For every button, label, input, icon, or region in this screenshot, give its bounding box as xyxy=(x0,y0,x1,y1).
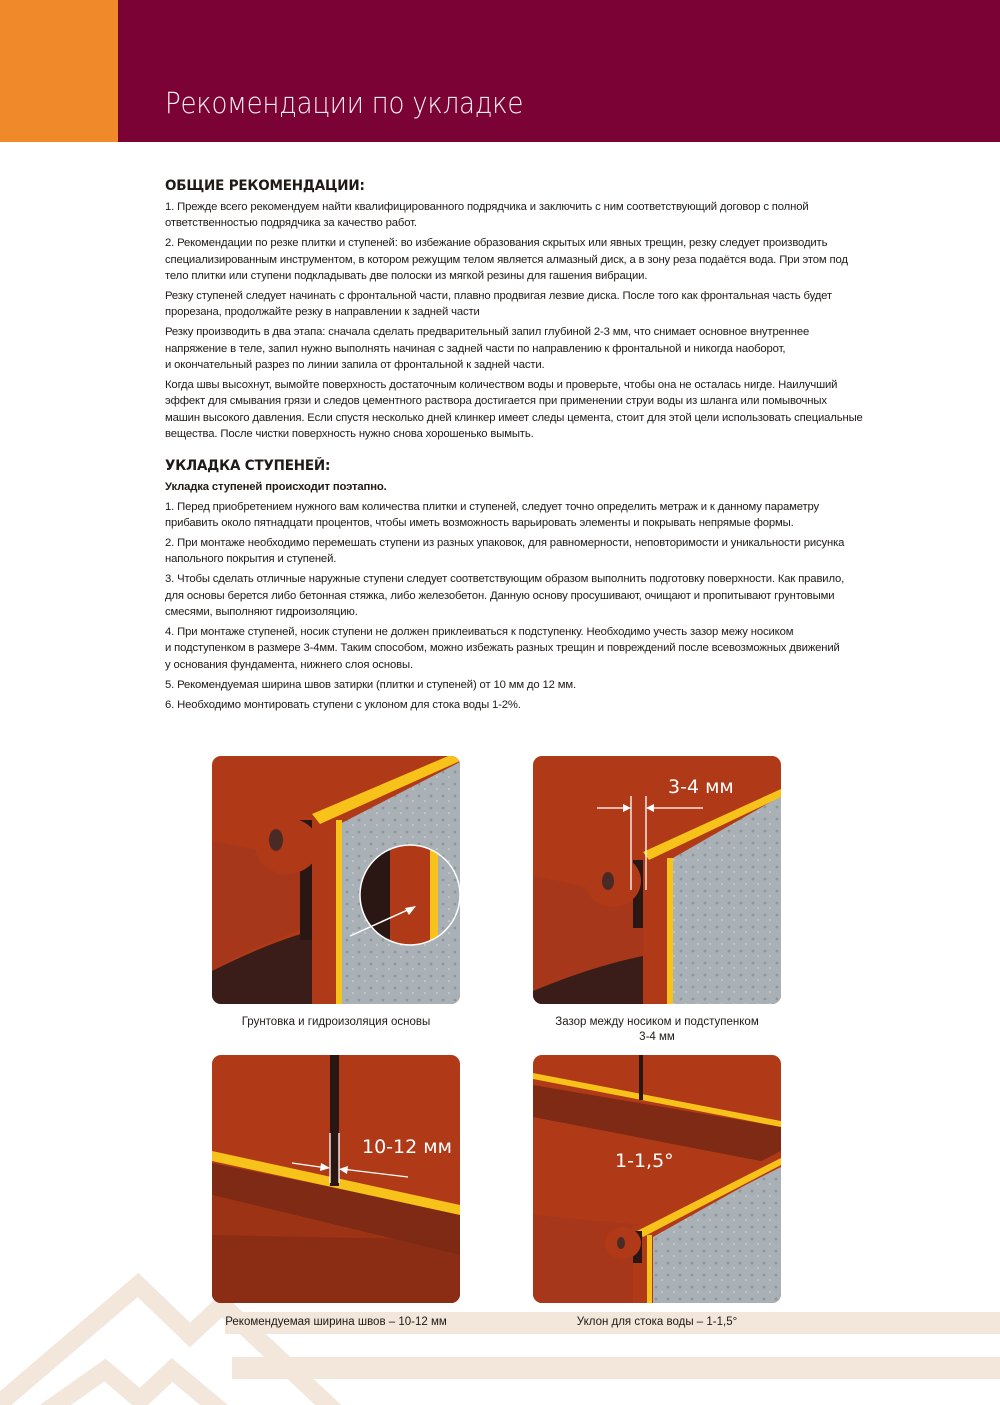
figure-caption: Рекомендуемая ширина швов – 10-12 мм xyxy=(225,1316,447,1328)
paragraph: 4. При монтаже ступеней, носик ступени не должен приклеиваться к подступенку. Необходимо учесть зазор межу носиком и подступенком в размере 3-4мм. Таким способом, можно избежать разных трещин и повреждений после всевозможных движений у основания фундамента, нижнего слоя основы. xyxy=(165,625,840,671)
figure-caption-text: Зазор между носиком и подступенком 3-4 мм xyxy=(555,1016,759,1043)
slope-label: 1-1,5° xyxy=(615,1150,674,1172)
joint-gap xyxy=(639,1055,643,1100)
section-general xyxy=(165,178,925,443)
section-steps xyxy=(165,458,925,713)
paragraph: 6. Необходимо монтировать ступени с уклоном для стока воды 1-2%. xyxy=(165,698,521,711)
dimension-label: 3-4 мм xyxy=(668,776,734,798)
paragraph: 2. При монтаже необходимо перемешать ступени из разных упаковок, для равномерности, неповторимости и уникальности рисунка напольного покрытия и ступеней. xyxy=(165,536,845,566)
figure-nosing-gap xyxy=(533,756,781,1004)
primer-layer xyxy=(336,820,342,1004)
section-heading-general: ОБЩИЕ РЕКОМЕНДАЦИИ: xyxy=(165,178,365,194)
paragraph: 5. Рекомендуемая ширина швов затирки (плитки и ступеней) от 10 мм до 12 мм. xyxy=(165,678,576,691)
paragraph: 1. Прежде всего рекомендуем найти квалифицированного подрядчика и заключить с ним соответствующий договор с полной ответственностью подрядчика за качество работ. xyxy=(165,201,809,230)
paragraph: 1. Перед приобретением нужного вам количества плитки и ступеней, следует точно определить метраж и к данному параметру прибавить около пятнадцати процентов, чтобы иметь возможность варьировать элементы и покрывать непрямые формы. xyxy=(165,500,820,529)
section-heading-steps: УКЛАДКА СТУПЕНЕЙ: xyxy=(165,457,331,474)
figure-caption: Уклон для стока воды – 1-1,5° xyxy=(576,1316,738,1328)
nosing-hole xyxy=(617,1237,625,1249)
paragraph: Резку ступеней следует начинать с фронтальной части, плавно продвигая лезвие диска. После того как фронтальная часть будет прорезана, продолжайте резку в направлении к задней части xyxy=(165,290,832,319)
page-header xyxy=(0,0,1000,142)
illustration-nosing-gap xyxy=(533,756,781,1004)
deco-mountain-inner xyxy=(20,1370,250,1405)
nosing-hole xyxy=(602,872,614,890)
dimension-label: 10-12 мм xyxy=(362,1136,452,1158)
paragraph: 3. Чтобы сделать отличные наружные ступени следует соответствующим образом выполнить подготовку поверхности. Как правило, для основы берется либо бетонная стяжка, либо железобетон. Данную основу просушивают, очищают и пропитывают грунтовыми смесями, выполняют гидроизоляцию. xyxy=(165,573,845,619)
paragraph: 2. Рекомендации по резке плитки и ступеней: во избежание образования скрытых или явных трещин, резку следует производить специализированным инструментом, в котором режущим телом является алмазный диск, а в зону реза подаётся вода. При этом под тело плитки или ступени подкладывать две полоски из мягкой резины для гашения вибрации. xyxy=(165,237,848,283)
figure-caption: Грунтовка и гидроизоляция основы xyxy=(241,1016,431,1028)
nosing-hole xyxy=(269,829,283,851)
decorative-mountains xyxy=(0,1260,1000,1405)
paragraph: Когда швы высохнут, вымойте поверхность достаточным количеством воды и проверьте, чтобы она не осталась нигде. Наилучший эффект для смывания грязи и следов цементного раствора достигается при применении струи воды из шланга или помывочных машин высокого давления. Если спустя несколько дней клинкер имеет следы цемента, стоит для этой цели использовать специальные вещества. После чистки поверхность нужно снова хорошенько вымыть. xyxy=(165,379,863,441)
figure-primer-waterproofing xyxy=(212,756,460,1004)
main-content xyxy=(165,178,925,716)
illustration-joint-width xyxy=(212,1055,460,1303)
figure-joint-width xyxy=(212,1055,460,1303)
joint-gap xyxy=(330,1055,339,1186)
page-title: Рекомендации по укладке xyxy=(165,86,524,120)
illustration-step-edge xyxy=(212,756,460,1004)
deco-stripe-lower xyxy=(232,1357,1000,1379)
header-band xyxy=(118,0,1000,142)
header-accent-block xyxy=(0,0,118,142)
figure-slope xyxy=(533,1055,781,1303)
section-lead: Укладка ступеней происходит поэтапно. xyxy=(165,480,387,493)
paragraph: Резку производить в два этапа: сначала сделать предварительный запил глубиной 2-3 мм, что снимает основное внутреннее напряжение в теле, запил нужно выполнять начиная с задней части по направлению к фронтальной и никогда наоборот, и окончательный разрез по линии запила от фронтальной к задней части. xyxy=(165,326,810,372)
figure-caption xyxy=(507,1015,807,1045)
illustration-slope xyxy=(533,1055,781,1303)
